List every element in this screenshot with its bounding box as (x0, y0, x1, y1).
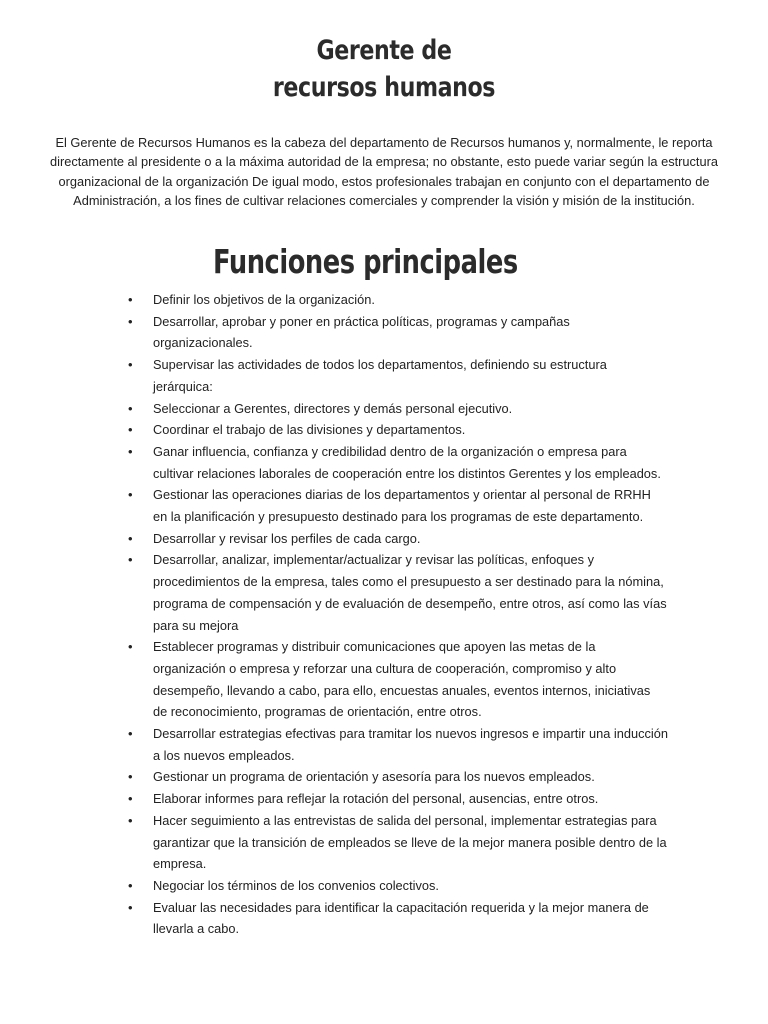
bullet-icon: • (128, 812, 133, 828)
bullet-icon: • (128, 422, 133, 438)
bullet-icon: • (128, 292, 133, 307)
list-item-text: Gestionar un programa de orientación y asesoría para los nuevos empleados. (153, 769, 595, 785)
intro-paragraph: El Gerente de Recursos Humanos es la cabeza del departamento de Recursos humanos y, normalmente, le reporta directamente al presidente o a la máxima autoridad de la empresa; no obstante, esto puede variar según la estructura organizacional de la organización De igual modo, estos profesionales trabajan en conjunto con el departamento de Administración, a los fines de cultivar relaciones comerciales y comprender la visión y misión de la institución. (50, 134, 718, 209)
bullet-icon: • (128, 769, 133, 785)
list-item-text: Desarrollar, aprobar y poner en práctica políticas, programas y campañas organizacionales. (153, 313, 570, 351)
list-item-text: Negociar los términos de los convenios colectivos. (153, 877, 439, 893)
list-item (128, 766, 668, 788)
list-item-text: Definir los objetivos de la organización. (153, 292, 375, 307)
bullet-icon: • (128, 899, 133, 915)
bullet-icon: • (128, 877, 133, 893)
list-item-text: Supervisar las actividades de todos los departamentos, definiendo su estructura jerárquica: (153, 357, 607, 394)
list-item-text: Desarrollar y revisar los perfiles de cada cargo. (153, 530, 421, 546)
list-item (128, 549, 668, 636)
list-item-text: Evaluar las necesidades para identificar la capacitación requerida y la mejor manera de llevarla a cabo. (153, 899, 649, 937)
title-line-2: recursos humanos (272, 72, 496, 104)
list-item (128, 875, 668, 897)
list-item (128, 441, 668, 484)
list-item (128, 810, 668, 875)
bullet-icon: • (128, 313, 133, 329)
bullet-icon: • (128, 726, 133, 742)
list-item-text: Desarrollar, analizar, implementar/actualizar y revisar las políticas, enfoques y procedimientos de la empresa, tales como el presupuesto a ser destinado para la nómina, programa de compensación y de evaluación de desempeño, entre otros, así como las vías para su mejora (153, 552, 667, 633)
list-item (128, 636, 668, 723)
list-item (128, 484, 668, 527)
section-heading: Funciones principales (213, 242, 518, 281)
bullet-icon: • (128, 357, 133, 373)
bullet-icon: • (128, 443, 133, 459)
bullet-icon: • (128, 530, 133, 546)
list-item (128, 398, 668, 420)
list-item-text: Elaborar informes para reflejar la rotación del personal, ausencias, entre otros. (153, 791, 599, 807)
bullet-icon: • (128, 552, 133, 568)
list-item-text: Seleccionar a Gerentes, directores y demás personal ejecutivo. (153, 400, 513, 416)
list-item (128, 311, 668, 354)
bullet-icon: • (128, 400, 133, 416)
functions-list (128, 289, 668, 940)
title-line-1: Gerente de (316, 35, 452, 67)
list-item (128, 528, 668, 550)
bullet-icon: • (128, 639, 133, 655)
list-item-text: Hacer seguimiento a las entrevistas de salida del personal, implementar estrategias para garantizar que la transición de empleados se lleve de la mejor manera posible dentro de la empresa. (153, 812, 667, 872)
list-item (128, 354, 668, 397)
list-item-text: Gestionar las operaciones diarias de los departamentos y orientar al personal de RRHH en la planificación y presupuesto destinado para los programas de este departamento. (153, 487, 651, 525)
list-item (128, 723, 668, 766)
page-title (69, 32, 699, 106)
list-item-text: Desarrollar estrategias efectivas para tramitar los nuevos ingresos e impartir una inducción a los nuevos empleados. (153, 726, 668, 763)
list-item-text: Ganar influencia, confianza y credibilidad dentro de la organización o empresa para cultivar relaciones laborales de cooperación entre los distintos Gerentes y los empleados. (153, 443, 661, 481)
list-item (128, 419, 668, 441)
list-item-text: Coordinar el trabajo de las divisiones y departamentos. (153, 422, 466, 438)
list-item-text: Establecer programas y distribuir comunicaciones que apoyen las metas de la organización o empresa y reforzar una cultura de cooperación, compromiso y alto desempeño, llevando a cabo, para ello, encuestas anuales, eventos internos, iniciativas de reconocimiento, programas de orientación, entre otros. (153, 639, 651, 720)
bullet-icon: • (128, 791, 133, 807)
list-item (128, 897, 668, 940)
list-item (128, 289, 668, 311)
list-item (128, 788, 668, 810)
bullet-icon: • (128, 487, 133, 503)
